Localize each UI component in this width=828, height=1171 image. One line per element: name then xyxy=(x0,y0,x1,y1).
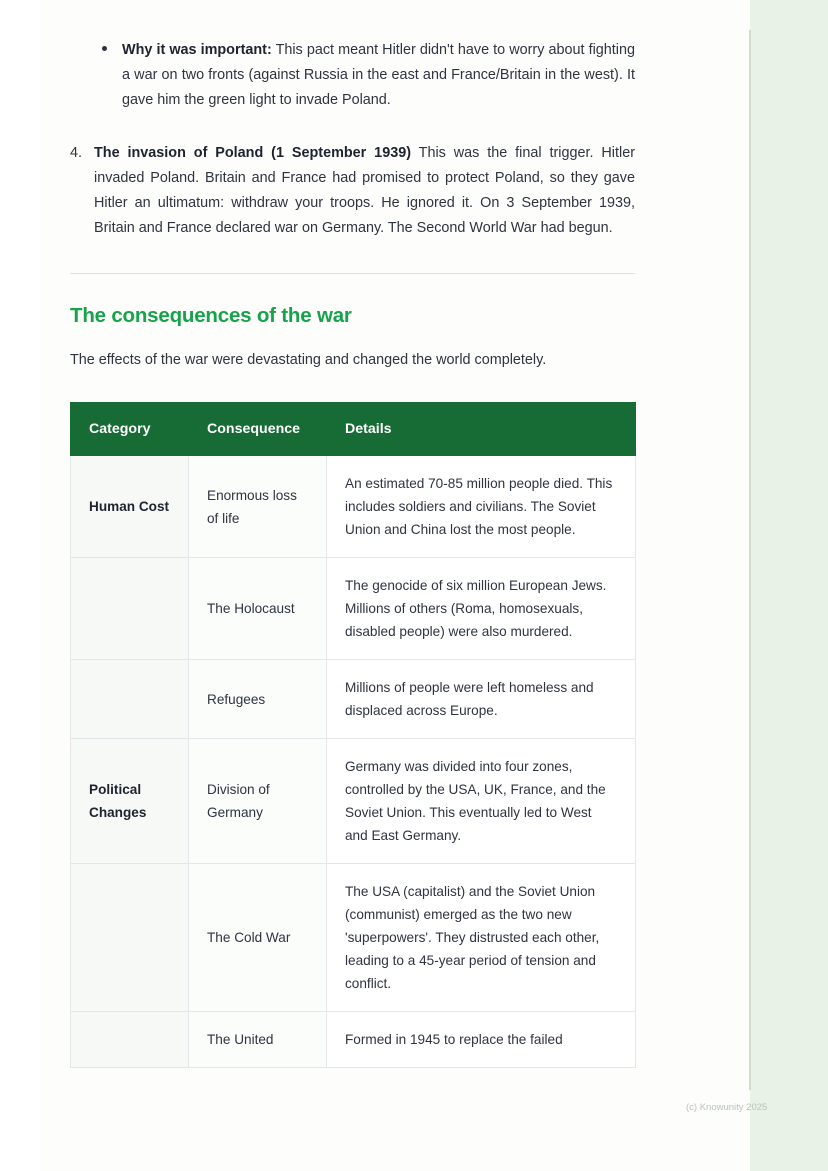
cell-consequence: Enormous loss of life xyxy=(189,456,327,558)
numbered-paragraph xyxy=(94,141,635,241)
table-row xyxy=(71,864,636,1012)
cell-details: An estimated 70-85 million people died. This includes soldiers and civilians. The Soviet Union and China lost the most people. xyxy=(327,456,636,558)
margin-divider xyxy=(749,30,751,1090)
list-number-marker: 4. xyxy=(70,145,83,161)
cell-category: Human Cost xyxy=(71,456,189,558)
numbered-body-text: This was the final trigger. Hitler invaded Poland. Britain and France had promised to protect Poland, so they gave Hitler an ultimatum: withdraw your troops. He ignored it. On 3 September 1939, Britain and France declared war on Germany. The Second World War had begun. xyxy=(94,145,635,236)
cell-category xyxy=(71,660,189,739)
section-heading: The consequences of the war xyxy=(70,304,352,327)
cell-category xyxy=(71,558,189,660)
cell-consequence: The Cold War xyxy=(189,864,327,1012)
table-row xyxy=(71,558,636,660)
document-content xyxy=(70,0,635,1068)
cell-details: Millions of people were left homeless and displaced across Europe. xyxy=(327,660,636,739)
bullet-dot-icon xyxy=(102,46,107,51)
cell-details: Formed in 1945 to replace the failed xyxy=(327,1012,636,1068)
cell-consequence: Refugees xyxy=(189,660,327,739)
table-header-consequence: Consequence xyxy=(189,403,327,456)
bullet-lead-text: Why it was important: xyxy=(122,42,272,58)
cell-category: Political Changes xyxy=(71,739,189,864)
table-row xyxy=(71,660,636,739)
table-row xyxy=(71,456,636,558)
watermark: (c) Knowunity 2025 xyxy=(686,1102,768,1113)
cell-details: The USA (capitalist) and the Soviet Union (communist) emerged as the two new 'superpowers'. They distrusted each other, leading to a 45-year period of tension and conflict. xyxy=(327,864,636,1012)
right-margin-strip xyxy=(750,0,828,1171)
cell-category xyxy=(71,1012,189,1068)
consequences-table xyxy=(70,402,636,1068)
table-header-row xyxy=(71,403,636,456)
cell-category xyxy=(71,864,189,1012)
bullet-body-text: This pact meant Hitler didn't have to worry about fighting a war on two fronts (against Russia in the east and France/Britain in the west). It gave him the green light to invade Poland. xyxy=(122,42,635,108)
cell-consequence: The Holocaust xyxy=(189,558,327,660)
cell-consequence: The United xyxy=(189,1012,327,1068)
section-intro-text: The effects of the war were devastating and changed the world completely. xyxy=(70,352,547,368)
table-row xyxy=(71,1012,636,1068)
bullet-paragraph xyxy=(122,38,635,113)
cell-consequence: Division of Germany xyxy=(189,739,327,864)
bullet-list-item xyxy=(70,38,635,113)
cell-details: Germany was divided into four zones, controlled by the USA, UK, France, and the Soviet Union. This eventually led to West and East Germany. xyxy=(327,739,636,864)
section-divider xyxy=(70,273,635,274)
cell-details: The genocide of six million European Jews. Millions of others (Roma, homosexuals, disabled people) were also murdered. xyxy=(327,558,636,660)
table-header-category: Category xyxy=(71,403,189,456)
numbered-lead-text: The invasion of Poland (1 September 1939) xyxy=(94,145,411,161)
table-header-details: Details xyxy=(327,403,636,456)
numbered-list-item xyxy=(70,141,635,241)
table-row xyxy=(71,739,636,864)
